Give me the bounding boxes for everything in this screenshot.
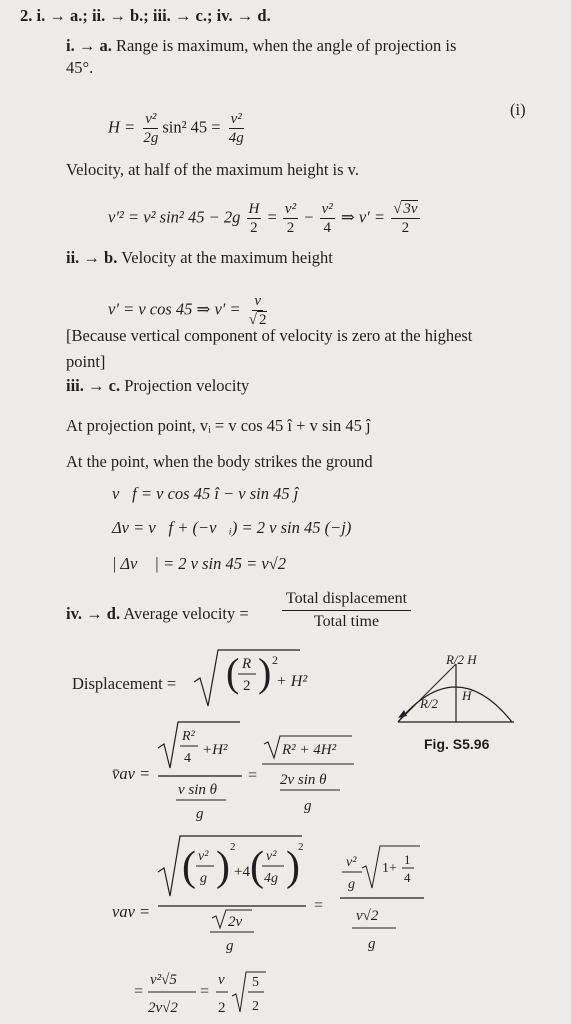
svg-text:(: ( (226, 650, 240, 695)
svg-text:g: g (196, 806, 204, 822)
vav-expression-1 (156, 718, 366, 828)
projection-point-eq: At projection point, vᵢ = v cos 45 î + v sin 45 ĵ (66, 416, 371, 435)
svg-text:1: 1 (404, 852, 411, 867)
svg-text:+ H²: + H² (276, 673, 308, 690)
frac-v2-4: $\frac{\text{v²}}{4}$ (321, 201, 333, 236)
avg-den: Total time (313, 613, 380, 630)
ground-text: At the point, when the body strikes the ground (66, 452, 373, 471)
svg-text:=: = (248, 767, 258, 784)
svg-text:+4: +4 (234, 864, 250, 880)
part-iv-line (66, 604, 249, 624)
eq-tag-i: (i) (510, 100, 526, 119)
svg-text:R²: R² (182, 729, 195, 744)
part-i-eq-1 (108, 110, 248, 147)
svg-text:): ) (216, 844, 230, 890)
svg-text:+H²: +H² (202, 742, 228, 758)
svg-text:2: 2 (252, 999, 259, 1014)
frac-v2-2: $\frac{\text{v²}}{2}$ (284, 201, 297, 236)
frac-v-root2: $\frac{v}{√ 2}$ (248, 293, 267, 328)
svg-text:v²: v² (198, 849, 209, 864)
svg-text:=: = (134, 983, 144, 1000)
svg-text:5: 5 (252, 975, 259, 990)
svg-text:v²: v² (266, 849, 277, 864)
svg-text:g: g (348, 877, 355, 892)
displacement-label: Displacement = (72, 674, 177, 693)
eq2-tail: ⇒ v′ = (340, 207, 386, 227)
svg-text:2: 2 (218, 1000, 226, 1016)
svg-text:v²: v² (346, 855, 357, 870)
dv-eq: Δv = v⃗f + (−v⃗ᵢ) = 2 v sin 45 (−j) (112, 518, 352, 537)
svg-text:1+: 1+ (382, 861, 397, 876)
frac-root3v-2: $\frac{√ 3v}{2}$ (393, 201, 418, 236)
svg-text:g: g (226, 938, 234, 954)
part-ii-label: ii. → b. (66, 248, 118, 267)
svg-text:R: R (242, 656, 252, 672)
svg-text:v√2: v√2 (356, 908, 379, 924)
part-ii-note-2: point] (66, 352, 106, 371)
eq2-start: v′² = v² sin² 45 − 2g (108, 207, 241, 227)
part-ii-line (66, 248, 333, 268)
svg-text:g: g (368, 936, 376, 952)
svg-text:v²√5: v²√5 (150, 972, 177, 988)
svg-text:2v sin θ: 2v sin θ (280, 772, 327, 788)
svg-text:v sin θ: v sin θ (178, 782, 218, 798)
svg-text:g: g (304, 798, 312, 814)
svg-text:4: 4 (184, 751, 191, 766)
svg-text:=: = (200, 983, 210, 1000)
svg-text:2: 2 (230, 841, 236, 853)
avg-num: Total displacement (282, 590, 411, 611)
svg-text:4g: 4g (264, 871, 278, 886)
part-ii-eq (108, 292, 271, 329)
part-iii-line (66, 376, 249, 396)
displacement-radical (192, 646, 308, 710)
part-i-text-2: 45°. (66, 58, 94, 77)
part-i-label: i. → a. (66, 36, 112, 55)
part-i-text-1: Range is maximum, when the angle of projection is (115, 36, 457, 55)
part-i-eq-2: v′² = v² sin² 45 − 2g $\frac{H}{2}$ = $\frac{\text{v²}}{2}$ − $\frac{\text{v²}}{4}$ ⇒ v′ = $\frac{√ 3v}{2}$ (108, 201, 418, 236)
part-i-line-1 (66, 36, 456, 56)
svg-text:2: 2 (298, 841, 304, 853)
svg-text:2v: 2v (228, 914, 243, 930)
svg-text:g: g (200, 871, 207, 886)
svg-text:(: ( (250, 844, 264, 890)
svg-text:2v√2: 2v√2 (148, 1000, 178, 1016)
svg-text:(: ( (182, 844, 196, 890)
fig-h-label: H (462, 688, 472, 703)
velocity-half-text: Velocity, at half of the maximum height is v. (66, 160, 359, 179)
eq-h-left: H = (108, 117, 136, 137)
vav-label-1: v̄av = (112, 764, 151, 783)
part-ii-note-1: [Because vertical component of velocity is zero at the highest (66, 326, 473, 345)
fig-caption: Fig. S5.96 (424, 736, 490, 752)
final-expression (132, 966, 292, 1020)
part-iii-text: Projection velocity (124, 376, 250, 395)
vf-eq: v⃗f = v cos 45 î − v sin 45 ĵ (112, 484, 299, 503)
frac-v2-2g: $\frac{\text{v²}}{2g}$ (143, 111, 159, 146)
part-iv-label: iv. → d. (66, 604, 121, 623)
svg-text:2: 2 (243, 678, 251, 694)
part-iii-label: iii. → c. (66, 376, 121, 395)
frac-h-2: $\frac{H}{2}$ (248, 201, 260, 236)
answer-header: 2. i. → a.; ii. → b.; iii. → c.; iv. → d. (20, 6, 271, 25)
part-ii-text: Velocity at the maximum height (121, 248, 333, 267)
part-ii-eq-text: v′ = v cos 45 ⇒ v′ = (108, 299, 241, 319)
svg-text:v: v (218, 972, 225, 988)
avg-velocity-fraction (282, 590, 411, 631)
svg-text:=: = (314, 897, 324, 914)
frac-v2-4g: $\frac{\text{v²}}{4g}$ (228, 111, 244, 146)
svg-text:): ) (258, 650, 272, 695)
svg-text:4: 4 (404, 870, 411, 885)
eq-h-mid: sin² 45 = (162, 117, 221, 137)
part-iv-text: Average velocity = (123, 604, 249, 623)
fig-r2-label: R/2 (420, 696, 439, 711)
fig-top-label: R/2 H (446, 652, 477, 667)
abs-dv-eq: | Δv⃗ | = 2 v sin 45 = v√2 (112, 554, 286, 573)
vav-expression-2 (156, 832, 456, 962)
svg-text:R² + 4H²: R² + 4H² (282, 742, 337, 758)
svg-text:): ) (286, 844, 300, 890)
svg-text:2: 2 (272, 653, 278, 667)
vav-label-2: vav = (112, 902, 151, 921)
